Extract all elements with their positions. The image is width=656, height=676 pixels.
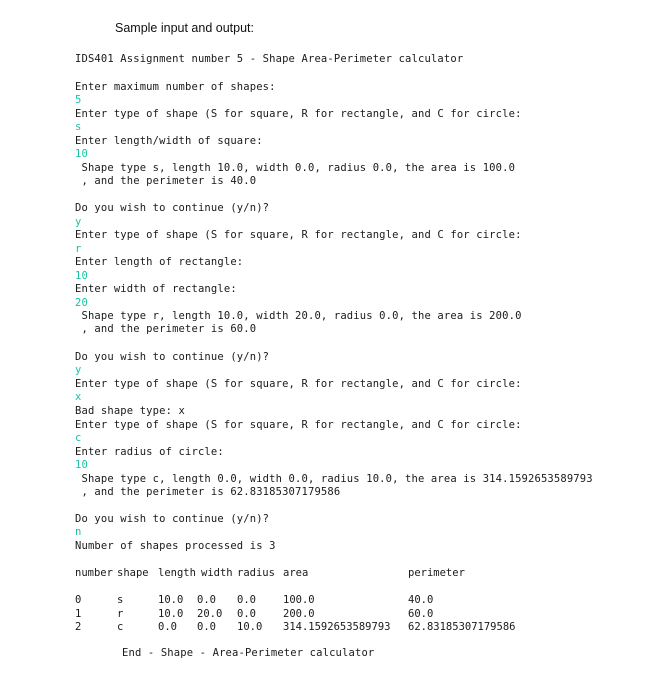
user-input-line: 5 <box>75 94 82 106</box>
column-header-width: width <box>201 567 233 579</box>
user-input-line: 20 <box>75 297 88 309</box>
column-header-length: length <box>158 567 196 579</box>
table-cell: 10.0 <box>237 621 263 633</box>
column-header-area: area <box>283 567 309 579</box>
output-line: , and the perimeter is 40.0 <box>75 175 257 187</box>
table-cell: 200.0 <box>283 608 315 620</box>
prompt-line: Enter length of rectangle: <box>75 256 244 268</box>
prompt-line: Enter width of rectangle: <box>75 283 237 295</box>
user-input-line: c <box>75 432 82 444</box>
page-heading: Sample input and output: <box>115 21 254 35</box>
output-line: Shape type r, length 10.0, width 20.0, radius 0.0, the area is 200.0 <box>75 310 522 322</box>
user-input-line: 10 <box>75 270 88 282</box>
table-cell: 62.83185307179586 <box>408 621 516 633</box>
user-input-line: y <box>75 216 82 228</box>
prompt-line: Enter maximum number of shapes: <box>75 81 276 93</box>
table-cell: 40.0 <box>408 594 434 606</box>
table-cell: 0.0 <box>237 608 256 620</box>
column-header-perimeter: perimeter <box>408 567 465 579</box>
output-line: Shape type c, length 0.0, width 0.0, radius 10.0, the area is 314.1592653589793 <box>75 473 593 485</box>
table-cell: 0.0 <box>158 621 177 633</box>
output-line: Bad shape type: x <box>75 405 186 417</box>
user-input-line: s <box>75 121 82 133</box>
user-input-line: x <box>75 391 82 403</box>
table-cell: 2 <box>75 621 82 633</box>
table-cell: s <box>117 594 124 606</box>
prompt-line: Enter length/width of square: <box>75 135 263 147</box>
end-message: End - Shape - Area-Perimeter calculator <box>122 647 375 659</box>
table-cell: 0.0 <box>197 621 216 633</box>
output-line: Number of shapes processed is 3 <box>75 540 276 552</box>
table-cell: r <box>117 608 124 620</box>
output-line: Shape type s, length 10.0, width 0.0, radius 0.0, the area is 100.0 <box>75 162 516 174</box>
table-cell: 20.0 <box>197 608 223 620</box>
table-cell: 10.0 <box>158 594 184 606</box>
prompt-line: Enter type of shape (S for square, R for rectangle, and C for circle: <box>75 378 522 390</box>
table-cell: 10.0 <box>158 608 184 620</box>
table-cell: 1 <box>75 608 82 620</box>
user-input-line: r <box>75 243 82 255</box>
program-title: IDS401 Assignment number 5 - Shape Area-Perimeter calculator <box>75 53 464 65</box>
table-cell: 60.0 <box>408 608 434 620</box>
table-cell: 0.0 <box>197 594 216 606</box>
user-input-line: n <box>75 526 82 538</box>
column-header-shape: shape <box>117 567 149 579</box>
prompt-line: Enter radius of circle: <box>75 446 224 458</box>
prompt-line: Do you wish to continue (y/n)? <box>75 513 270 525</box>
table-cell: 100.0 <box>283 594 315 606</box>
table-cell: 314.1592653589793 <box>283 621 391 633</box>
user-input-line: y <box>75 364 82 376</box>
prompt-line: Enter type of shape (S for square, R for rectangle, and C for circle: <box>75 108 522 120</box>
table-cell: c <box>117 621 124 633</box>
user-input-line: 10 <box>75 148 88 160</box>
column-header-radius: radius <box>237 567 275 579</box>
table-cell: 0.0 <box>237 594 256 606</box>
prompt-line: Enter type of shape (S for square, R for rectangle, and C for circle: <box>75 419 522 431</box>
prompt-line: Do you wish to continue (y/n)? <box>75 351 270 363</box>
user-input-line: 10 <box>75 459 88 471</box>
table-cell: 0 <box>75 594 82 606</box>
prompt-line: Enter type of shape (S for square, R for rectangle, and C for circle: <box>75 229 522 241</box>
column-header-number: number <box>75 567 113 579</box>
output-line: , and the perimeter is 62.83185307179586 <box>75 486 341 498</box>
output-line: , and the perimeter is 60.0 <box>75 323 257 335</box>
prompt-line: Do you wish to continue (y/n)? <box>75 202 270 214</box>
